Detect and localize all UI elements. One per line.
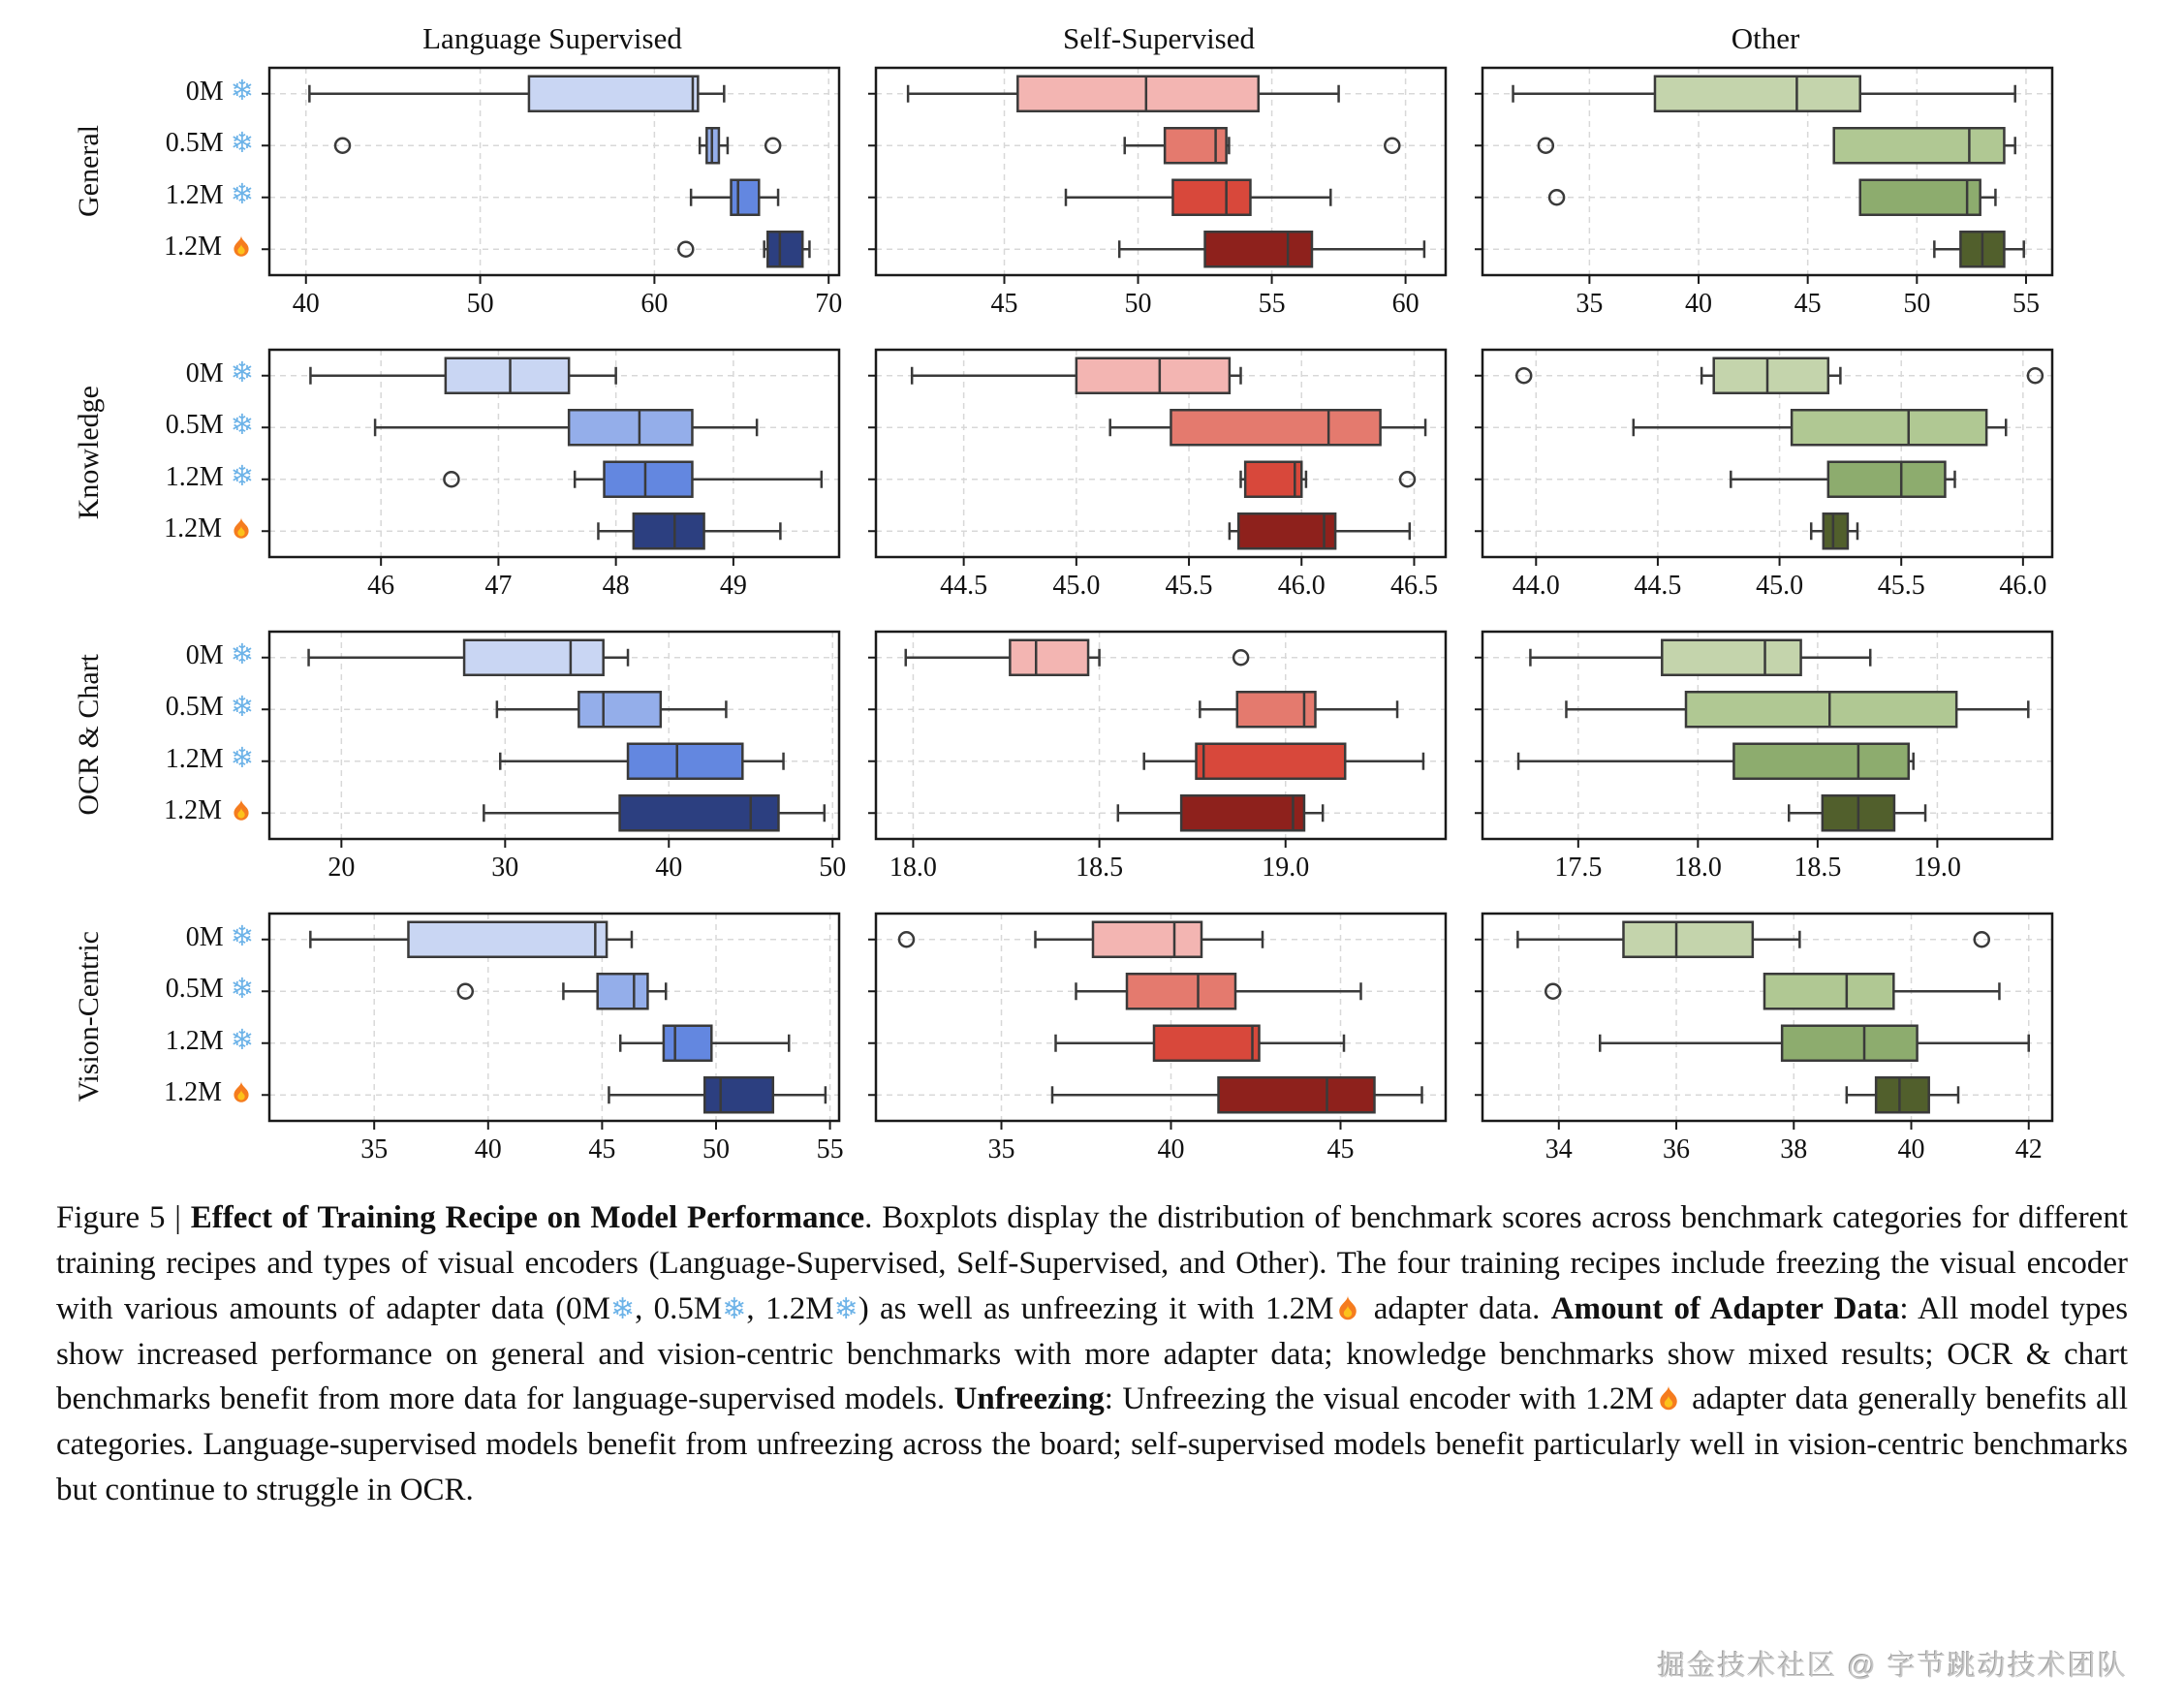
caption-bold-text: Unfreezing xyxy=(953,1381,1105,1417)
box xyxy=(529,77,698,111)
box xyxy=(1782,1026,1917,1061)
boxplot-panel xyxy=(1475,348,2056,602)
recipe-label: 1.2M xyxy=(164,1077,222,1108)
x-tick-label: 50 xyxy=(1903,289,1931,319)
recipe-label: 1.2M xyxy=(165,461,224,492)
titles-spacer xyxy=(62,21,262,56)
box xyxy=(1197,744,1346,779)
x-tick-label: 35 xyxy=(360,1134,389,1164)
x-tick-label: 44.0 xyxy=(1512,571,1560,601)
box xyxy=(1714,358,1828,393)
x-tick-label: 42 xyxy=(2014,1134,2043,1164)
x-tick-label: 45 xyxy=(990,289,1018,319)
x-tick-label: 18.0 xyxy=(1673,853,1722,883)
panel-cell xyxy=(262,630,847,888)
recipe-label: 1.2M xyxy=(165,1025,224,1056)
caption-text: adapter data. xyxy=(1362,1290,1551,1326)
box-group xyxy=(444,462,821,497)
y-tick-label xyxy=(166,128,254,159)
x-tick-label: 55 xyxy=(816,1134,844,1164)
snowflake-icon: ❄ xyxy=(230,973,254,1005)
box-group xyxy=(1144,744,1423,779)
panel-cell xyxy=(262,348,843,606)
caption-text: : Unfreezing the visual encoder with 1.2M xyxy=(1104,1381,1654,1417)
x-tick-label: 45 xyxy=(1326,1134,1355,1164)
panel-cell xyxy=(1475,912,2056,1170)
x-tick-label: 50 xyxy=(1124,289,1152,319)
x-tick-label: 55 xyxy=(2012,289,2040,319)
x-tick-label: 46.5 xyxy=(1389,571,1438,601)
y-tick-label xyxy=(164,795,254,826)
x-tick-label: 45 xyxy=(1794,289,1822,319)
recipe-label: 0M xyxy=(185,357,224,388)
x-tick-label: 30 xyxy=(491,853,519,883)
box xyxy=(1165,128,1226,163)
y-tick-label xyxy=(186,640,254,671)
y-tick-labels xyxy=(116,630,262,884)
y-tick-label xyxy=(186,77,254,108)
x-tick-label: 46 xyxy=(367,571,395,601)
x-tick-label: 45.0 xyxy=(1052,571,1101,601)
x-tick-label: 46.0 xyxy=(1999,571,2047,601)
x-tick-label: 18.0 xyxy=(889,853,937,883)
box-group xyxy=(1731,462,1954,497)
box xyxy=(620,795,779,830)
box-group xyxy=(1517,922,1988,957)
box xyxy=(578,692,660,727)
x-tick-label: 20 xyxy=(328,853,356,883)
figure-row xyxy=(62,66,2130,325)
box xyxy=(1733,744,1908,779)
panel-cell xyxy=(1475,630,2056,888)
snowflake-icon: ❄ xyxy=(230,743,254,775)
x-tick-label: 40 xyxy=(1157,1134,1185,1164)
box xyxy=(1076,358,1230,393)
x-tick-label: 40 xyxy=(474,1134,502,1164)
box-group xyxy=(620,1026,789,1061)
panel-cell xyxy=(262,912,843,1170)
x-tick-label: 40 xyxy=(1685,289,1713,319)
snowflake-icon: ❄ xyxy=(230,639,254,671)
x-tick-label: 44.5 xyxy=(940,571,988,601)
box-group xyxy=(908,77,1338,111)
x-tick-label: 35 xyxy=(987,1134,1015,1164)
y-tick-label xyxy=(166,1026,254,1057)
x-tick-label: 45.0 xyxy=(1756,571,1804,601)
column-title: Language Supervised xyxy=(422,21,682,55)
x-tick-label: 47 xyxy=(484,571,513,601)
x-tick-label: 19.0 xyxy=(1913,853,1961,883)
x-tick-label: 48 xyxy=(602,571,630,601)
y-tick-labels xyxy=(116,348,262,602)
box-group xyxy=(375,410,757,445)
x-tick-label: 40 xyxy=(1897,1134,1925,1164)
fire-icon xyxy=(1333,1294,1362,1323)
box xyxy=(446,358,569,393)
box-group xyxy=(309,77,724,111)
x-tick-label: 40 xyxy=(655,853,683,883)
box xyxy=(1828,462,1946,497)
boxplot-panel xyxy=(868,66,1450,320)
figure-caption xyxy=(56,1195,2128,1513)
panel-cell xyxy=(868,630,1450,888)
boxplot-panel xyxy=(1475,66,2056,320)
snowflake-icon: ❄ xyxy=(230,461,254,493)
panel-cell xyxy=(1475,348,2056,606)
boxplot-panel xyxy=(868,630,1450,884)
box-group xyxy=(1513,77,2015,111)
boxplot-panel xyxy=(868,348,1450,602)
y-tick-label xyxy=(164,1077,254,1108)
recipe-label: 0.5M xyxy=(165,974,224,1005)
snowflake-icon: ❄ xyxy=(230,127,254,159)
box-group xyxy=(912,358,1240,393)
fire-icon xyxy=(229,516,254,542)
fire-icon xyxy=(229,798,254,823)
recipe-label: 1.2M xyxy=(164,232,222,263)
box-group xyxy=(1530,640,1870,675)
box-group xyxy=(608,1077,825,1112)
caption-text: , 0.5M xyxy=(635,1290,723,1326)
box-group xyxy=(1110,410,1425,445)
box xyxy=(1093,922,1201,957)
box xyxy=(1238,513,1335,548)
snowflake-icon: ❄ xyxy=(609,1292,636,1325)
y-tick-label xyxy=(186,358,254,389)
box-group xyxy=(1118,795,1323,830)
watermark: 掘金技术社区 @ 字节跳动技术团队 xyxy=(1657,1651,2128,1682)
panel-cell xyxy=(262,66,843,325)
box xyxy=(664,1026,711,1061)
caption-bold-text: Amount of Adapter Data xyxy=(1550,1290,1900,1326)
x-tick-label: 18.5 xyxy=(1076,853,1124,883)
box-group xyxy=(1200,692,1397,727)
box xyxy=(628,744,742,779)
y-tick-labels xyxy=(116,66,262,320)
box xyxy=(1860,180,1981,215)
snowflake-icon: ❄ xyxy=(230,691,254,723)
panels-grid xyxy=(62,66,2130,1170)
caption-text: . Boxplots display the distribution of benchmark scores across benchmark categories for different training recipes and types of visual encoders (Language-Supervised, Self-Supervised, and Other). The four training recipes include freezing the visual encoder with various amounts of adapter data (0M xyxy=(56,1200,2129,1326)
recipe-label: 1.2M xyxy=(165,179,224,210)
box xyxy=(1655,77,1860,111)
box xyxy=(464,640,604,675)
box xyxy=(1017,77,1258,111)
recipe-label: 1.2M xyxy=(165,743,224,774)
x-tick-label: 17.5 xyxy=(1554,853,1603,883)
column-title: Other xyxy=(1731,21,1800,55)
box xyxy=(1662,640,1800,675)
recipe-label: 0M xyxy=(185,639,224,670)
figure-row xyxy=(62,630,2130,888)
box-group xyxy=(500,744,783,779)
caption-text: : All model types show increased performance on general and vision-centric benchmarks with more adapter data; knowledge benchmarks show mixed results; OCR & chart benchmarks benefit from more data for language-supervised models. xyxy=(56,1290,2129,1417)
box xyxy=(634,513,704,548)
y-tick-label xyxy=(166,692,254,723)
box xyxy=(1876,1077,1929,1112)
box-group xyxy=(309,640,628,675)
x-tick-label: 38 xyxy=(1780,1134,1808,1164)
panel-cell xyxy=(1475,66,2056,325)
box xyxy=(1181,795,1304,830)
boxplot-panel xyxy=(262,66,843,320)
box-group xyxy=(1066,180,1330,215)
row-label: Knowledge xyxy=(73,385,105,520)
box xyxy=(1172,180,1250,215)
box-group xyxy=(1056,1026,1345,1061)
boxplot-panel xyxy=(1475,912,2056,1165)
caption-text: , 1.2M xyxy=(746,1290,834,1326)
box xyxy=(1792,410,1986,445)
x-tick-label: 49 xyxy=(719,571,747,601)
box xyxy=(1154,1026,1260,1061)
y-tick-label xyxy=(166,410,254,441)
box-group xyxy=(1634,410,2006,445)
x-tick-label: 50 xyxy=(466,289,494,319)
panel-cell xyxy=(868,912,1450,1170)
box xyxy=(605,462,693,497)
box-group xyxy=(497,692,727,727)
box-group xyxy=(1789,795,1925,830)
y-tick-labels xyxy=(116,912,262,1165)
box-group xyxy=(484,795,824,830)
box xyxy=(732,180,760,215)
fire-icon xyxy=(229,234,254,260)
recipe-label: 0.5M xyxy=(165,692,224,723)
box-group xyxy=(1076,974,1361,1009)
x-tick-label: 18.5 xyxy=(1794,853,1842,883)
recipe-label: 0.5M xyxy=(165,128,224,159)
recipe-label: 0.5M xyxy=(165,410,224,441)
box xyxy=(1623,922,1752,957)
box-group xyxy=(1566,692,2028,727)
y-tick-label xyxy=(166,974,254,1005)
box xyxy=(1219,1077,1375,1112)
fire-icon xyxy=(229,1080,254,1105)
box xyxy=(1764,974,1893,1009)
box xyxy=(1824,513,1848,548)
y-tick-label xyxy=(186,922,254,953)
x-tick-label: 50 xyxy=(819,853,847,883)
snowflake-icon: ❄ xyxy=(230,409,254,441)
x-tick-label: 45.5 xyxy=(1877,571,1925,601)
caption-text: ) as well as unfreezing it with 1.2M xyxy=(858,1290,1334,1326)
box-group xyxy=(1847,1077,1958,1112)
y-tick-label xyxy=(166,744,254,775)
row-label: General xyxy=(73,124,105,217)
x-tick-label: 60 xyxy=(1391,289,1420,319)
recipe-label: 1.2M xyxy=(164,795,222,826)
box-group xyxy=(1052,1077,1422,1112)
recipe-label: 0M xyxy=(185,76,224,107)
caption-text: adapter data generally benefits all categories. Language-supervised models benefit from unfreezing across the board; self-supervised models benefit particularly well in vision-centric benchmarks but continue to struggle in OCR. xyxy=(56,1381,2129,1508)
x-tick-label: 70 xyxy=(815,289,843,319)
box-group xyxy=(1811,513,1857,548)
box-group xyxy=(1539,128,2015,163)
box xyxy=(1010,640,1088,675)
box xyxy=(408,922,607,957)
snowflake-icon: ❄ xyxy=(833,1292,858,1325)
panel-frame xyxy=(876,632,1446,839)
boxplot-panel xyxy=(262,348,843,602)
x-tick-label: 35 xyxy=(1576,289,1604,319)
box xyxy=(1245,462,1301,497)
box-group xyxy=(1600,1026,2029,1061)
fire-icon xyxy=(1654,1384,1683,1413)
box-group xyxy=(598,513,780,548)
caption-bold-text: Effect of Training Recipe on Model Performance xyxy=(190,1200,865,1235)
snowflake-icon: ❄ xyxy=(230,179,254,211)
box xyxy=(767,232,802,266)
y-tick-label xyxy=(164,232,254,263)
box xyxy=(1205,232,1312,266)
snowflake-icon: ❄ xyxy=(230,357,254,389)
x-tick-label: 60 xyxy=(640,289,669,319)
x-tick-label: 36 xyxy=(1663,1134,1691,1164)
x-tick-label: 44.5 xyxy=(1634,571,1682,601)
box xyxy=(598,974,648,1009)
panel-frame xyxy=(1482,914,2052,1121)
recipe-label: 0M xyxy=(185,921,224,952)
recipe-label: 1.2M xyxy=(164,513,222,544)
figure-row xyxy=(62,912,2130,1170)
box-group xyxy=(691,180,778,215)
panel-cell xyxy=(868,66,1450,325)
panel-cell xyxy=(868,348,1450,606)
y-tick-label xyxy=(166,462,254,493)
box xyxy=(704,1077,773,1112)
y-tick-label xyxy=(166,180,254,211)
box xyxy=(569,410,692,445)
x-tick-label: 19.0 xyxy=(1262,853,1310,883)
column-titles-row xyxy=(62,21,2130,56)
figure-row xyxy=(62,348,2130,606)
box xyxy=(1170,410,1380,445)
y-tick-label xyxy=(164,513,254,544)
box xyxy=(1686,692,1956,727)
snowflake-icon: ❄ xyxy=(722,1292,747,1325)
x-tick-label: 45.5 xyxy=(1165,571,1213,601)
boxplot-panel xyxy=(262,630,847,884)
boxplot-panel xyxy=(1475,630,2056,884)
x-tick-label: 45 xyxy=(588,1134,616,1164)
snowflake-icon: ❄ xyxy=(230,1025,254,1057)
snowflake-icon: ❄ xyxy=(230,921,254,953)
row-label: OCR & Chart xyxy=(73,653,105,816)
caption-text: Figure 5 | xyxy=(56,1200,191,1235)
box-group xyxy=(310,922,632,957)
box-group xyxy=(1934,232,2023,266)
box-group xyxy=(1230,513,1410,548)
x-tick-label: 46.0 xyxy=(1277,571,1326,601)
snowflake-icon: ❄ xyxy=(230,76,254,108)
x-tick-label: 55 xyxy=(1258,289,1286,319)
column-title: Self-Supervised xyxy=(1062,21,1256,55)
box xyxy=(1127,974,1235,1009)
boxplot-panel xyxy=(262,912,843,1165)
box xyxy=(1834,128,2005,163)
x-tick-label: 34 xyxy=(1544,1134,1573,1164)
x-tick-label: 50 xyxy=(702,1134,730,1164)
box-group xyxy=(310,358,615,393)
boxplot-panel xyxy=(868,912,1450,1165)
box-group xyxy=(1119,232,1424,266)
row-label: Vision-Centric xyxy=(73,930,105,1102)
x-tick-label: 40 xyxy=(292,289,320,319)
